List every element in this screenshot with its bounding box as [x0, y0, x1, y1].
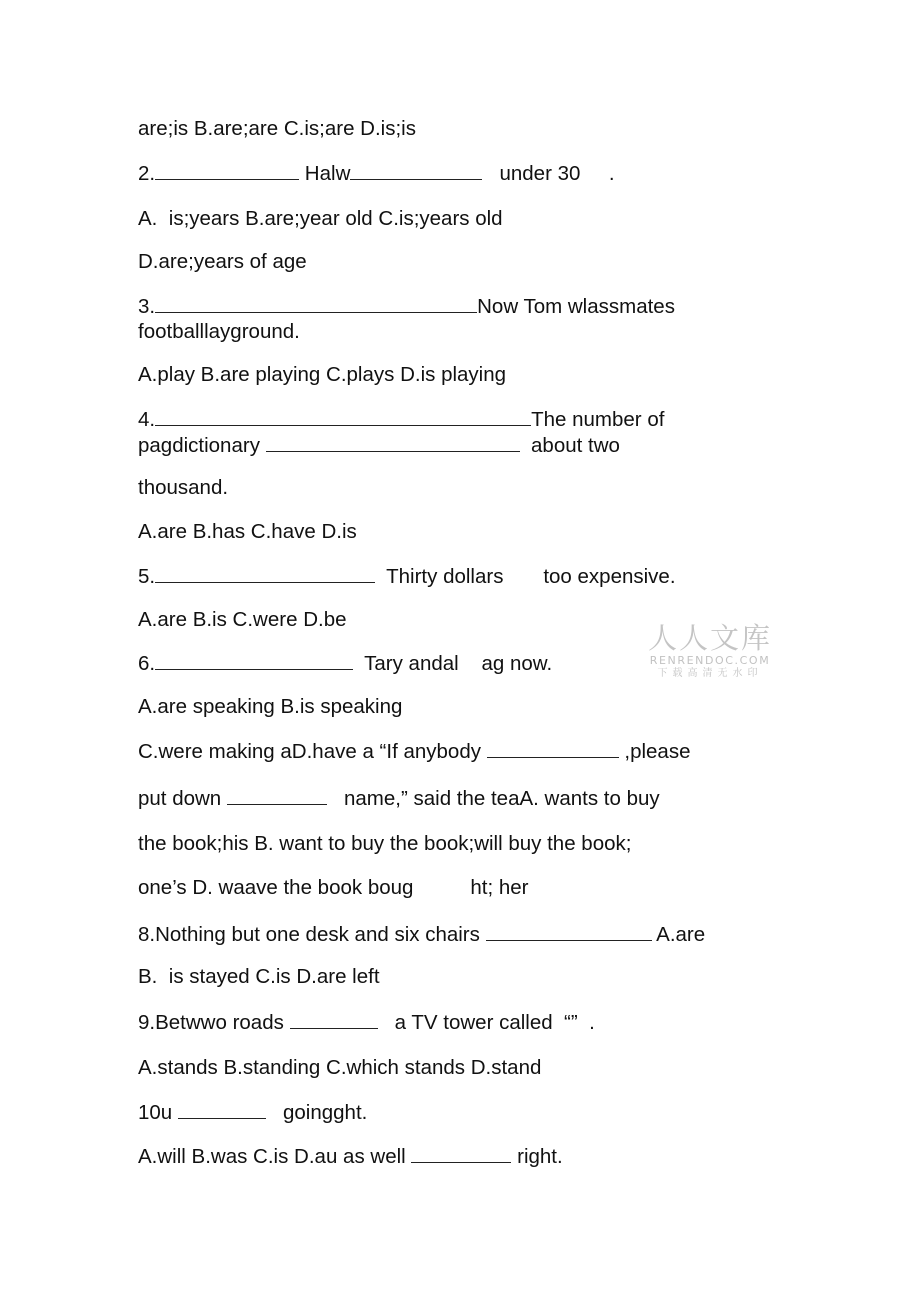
line-text: B. is stayed C.is D.are left	[138, 965, 380, 988]
answer-blank	[155, 650, 353, 670]
question-3-line-cont	[138, 319, 300, 344]
answer-blank	[411, 1143, 511, 1163]
line-text: The number of	[531, 408, 665, 431]
question-7-line	[138, 738, 690, 764]
watermark-tagline: 下载高清无水印	[657, 668, 763, 679]
question-9-options	[138, 1055, 541, 1080]
question-4-options	[138, 519, 357, 544]
question-4-line	[138, 406, 664, 432]
line-text: A.are B.is C.were D.be	[138, 608, 347, 631]
answer-blank	[266, 432, 520, 452]
line-text: Thirty dollars too expensive.	[375, 565, 676, 588]
question-number: 5.	[138, 565, 156, 588]
answer-blank	[290, 1009, 378, 1029]
question-5-options	[138, 607, 347, 632]
line-text: the book;his B. want to buy the book;will buy the book;	[138, 832, 632, 855]
line-text: a TV tower called “” .	[377, 1011, 595, 1034]
answer-blank	[155, 406, 531, 426]
line-text: Halw	[299, 162, 351, 185]
watermark-logo	[648, 622, 772, 684]
line-text: thousand.	[138, 476, 229, 499]
question-4-line-cont	[138, 432, 620, 458]
watermark-title: 人人文库	[648, 621, 773, 655]
line-text: ,please	[618, 740, 691, 763]
question-number: 6.	[138, 652, 156, 675]
question-7-options	[138, 831, 631, 856]
line-text: pagdictionary	[138, 434, 266, 457]
question-8-options	[138, 964, 380, 989]
answer-blank	[227, 785, 327, 805]
line-text: are;is B.are;are C.is;are D.is;is	[138, 117, 416, 140]
line-text: A. is;years B.are;year old C.is;years old	[138, 207, 503, 230]
question-9-line	[138, 1009, 595, 1035]
question-4-line-cont2	[138, 475, 228, 500]
line-text: goingght.	[265, 1101, 368, 1124]
question-3-options	[138, 362, 506, 387]
line-text: D.are;years of age	[138, 250, 307, 273]
question-number: 3.	[138, 295, 156, 318]
line-text: Now Tom wlassmates	[477, 295, 675, 318]
question-6-line	[138, 650, 552, 676]
line-text: 9.Betwwo roads	[138, 1011, 290, 1034]
line-text: A.are	[651, 923, 706, 946]
line-text: one’s D. waave the book boug ht; her	[138, 876, 529, 899]
question-8-line	[138, 921, 705, 947]
line-text: Tary andal ag now.	[353, 652, 553, 675]
line-text: about two	[519, 434, 620, 457]
question-number: 4.	[138, 408, 156, 431]
answer-blank	[486, 921, 652, 941]
watermark-site: RENRENDOC.COM	[649, 654, 771, 667]
line-text: A.are speaking B.is speaking	[138, 695, 403, 718]
question-10-options	[138, 1143, 563, 1169]
line-text: put down	[138, 787, 227, 810]
line-text: right.	[511, 1145, 563, 1168]
question-number: 2.	[138, 162, 156, 185]
answer-blank	[487, 738, 619, 758]
line-text: C.were making aD.have a “If anybody	[138, 740, 487, 763]
line-text: footballlayground.	[138, 320, 300, 343]
answer-blank	[155, 293, 477, 313]
line-text: 10u	[138, 1101, 178, 1124]
line-text: 8.Nothing but one desk and six chairs	[138, 923, 486, 946]
question-3-line	[138, 293, 675, 319]
answer-blank	[350, 160, 482, 180]
line-text: A.play B.are playing C.plays D.is playing	[138, 363, 507, 386]
line-text: name,” said the teaA. wants to buy	[326, 787, 660, 810]
question-2-options-cont	[138, 249, 307, 274]
answer-blank	[155, 160, 299, 180]
question-6-options	[138, 694, 402, 719]
question-7-options-cont	[138, 875, 529, 900]
question-7-line-cont	[138, 785, 660, 811]
question-2-line	[138, 160, 615, 186]
answer-blank	[155, 563, 375, 583]
line-text: A.will B.was C.is D.au as well	[138, 1145, 412, 1168]
question-5-line	[138, 563, 676, 589]
line-text: under 30 .	[482, 162, 615, 185]
line-text: A.stands B.standing C.which stands D.stand	[138, 1056, 542, 1079]
line-text: A.are B.has C.have D.is	[138, 520, 357, 543]
text-line-1	[138, 116, 416, 141]
question-2-options	[138, 206, 503, 231]
answer-blank	[178, 1099, 266, 1119]
question-10-line	[138, 1099, 367, 1125]
